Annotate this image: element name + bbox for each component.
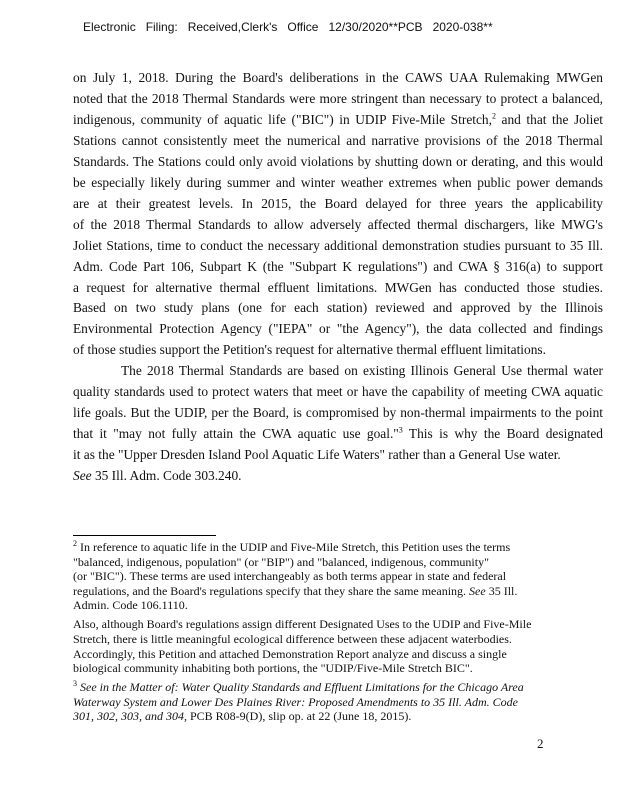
text-segment: "balanced, indigenous, population" (or "BIP") and "balanced, indigenous, community" [73, 554, 489, 569]
body-line [73, 91, 603, 107]
text-segment: This is why the Board designated [402, 426, 603, 442]
body-line [73, 217, 603, 233]
footnote-reference: 3 [398, 425, 403, 435]
text-segment: Stations cannot consistently meet the numerical and narrative provisions of the 2018 Thermal [73, 132, 603, 148]
text-segment: See [73, 468, 92, 484]
footnote-line [73, 540, 603, 554]
body-line [73, 70, 603, 86]
text-segment: Joliet Stations, time to conduct the necessary additional demonstration studies pursuant to 35 Ill. [73, 237, 603, 253]
body-line [73, 133, 603, 149]
text-segment: and that the Joliet [495, 111, 603, 127]
text-segment: regulations, and the Board's regulations specify that they share the same meaning. [73, 583, 470, 598]
text-segment: Standards. The Stations could only avoid violations by shutting down or derating, and this would [73, 153, 603, 169]
text-segment: life goals. But the UDIP, per the Board, is compromised by non-thermal impairments to the point [73, 405, 603, 421]
text-segment: Stretch, there is little meaningful ecological difference between these adjacent waterbodies. [73, 631, 512, 646]
body-line [73, 321, 603, 337]
header-office: Office [287, 20, 319, 34]
text-segment: 35 Ill. [485, 583, 518, 598]
footnote-line [73, 569, 603, 583]
text-segment: Waterway System and Lower Des Plaines River: Proposed Amendments to 35 Ill. Adm. Code [73, 694, 518, 709]
footnote-reference: 3 [73, 679, 77, 689]
text-segment: Environmental Protection Agency ("IEPA" or "the Agency"), the data collected and findings [73, 321, 603, 337]
footnotes [73, 540, 603, 724]
footnote-line [73, 555, 603, 569]
footnote-line [73, 617, 603, 631]
body-line [73, 447, 603, 463]
text-segment: of those studies support the Petition's request for alternative thermal effluent limitations. [73, 342, 546, 358]
text-segment: PCB R08-9(D), slip op. at 22 (June 18, 2015). [187, 709, 412, 724]
text-segment: See in the Matter of: Water Quality Standards and Effluent Limitations for the Chicago Area [80, 680, 524, 695]
footnote-line [73, 632, 603, 646]
text-segment: See [469, 583, 486, 598]
body-line [73, 426, 603, 442]
filing-header [83, 20, 503, 36]
page-number: 2 [537, 736, 544, 751]
footnote-line [73, 709, 603, 723]
text-segment: In reference to aquatic life in the UDIP and Five-Mile Stretch, this Petition uses the terms [77, 540, 511, 554]
text-segment: that it "may not fully attain the CWA aquatic use goal." [73, 426, 399, 442]
text-segment: The 2018 Thermal Standards are based on existing Illinois General Use thermal water [121, 363, 603, 379]
text-segment: be especially likely during summer and winter weather extremes when public power demands [73, 174, 603, 190]
footnote-line [73, 598, 603, 612]
text-segment: of the 2018 Thermal Standards to allow adversely affected thermal dischargers, like MWG's [73, 216, 603, 232]
footnote-line [73, 647, 603, 661]
text-segment: (or "BIC"). These terms are used interchangeably as both terms appear in state and federal [73, 569, 507, 584]
footnote-line [73, 680, 603, 694]
text-segment: 301, 302, 303, and 304, [73, 709, 187, 724]
footnote-line [73, 661, 603, 675]
text-segment: Also, although Board's regulations assign different Designated Uses to the UDIP and Five-Mile [73, 617, 532, 632]
text-segment: are at their greatest levels. In 2015, the Board delayed for three years the applicability [73, 195, 603, 211]
header-electronic: Electronic [83, 20, 136, 34]
text-segment: noted that the 2018 Thermal Standards were more stringent than necessary to protect a balanced, [73, 90, 603, 106]
footnote-line [73, 695, 603, 709]
body-line [73, 300, 603, 316]
text-segment: 35 Ill. Adm. Code 303.240. [91, 468, 242, 484]
body-line [73, 175, 603, 191]
text-segment: Admin. Code 106.1110. [73, 598, 188, 613]
body-line [73, 280, 603, 296]
text-segment: Adm. Code Part 106, Subpart K (the "Subpart K regulations") and CWA § 316(a) to support [73, 258, 603, 274]
body-line [73, 196, 603, 212]
body-line [73, 154, 603, 170]
text-segment: indigenous, community of aquatic life ("BIC") in UDIP Five-Mile Stretch, [73, 111, 492, 127]
body-line [73, 468, 603, 484]
body-line [73, 384, 603, 400]
body-line [73, 405, 603, 421]
body-line [73, 238, 603, 254]
body-line [73, 112, 603, 128]
header-date: 12/30/2020**PCB [328, 20, 423, 34]
footnote-reference: 2 [73, 539, 77, 548]
footnote-line [73, 584, 603, 598]
body-line [73, 342, 603, 358]
text-segment: it as the "Upper Dresden Island Pool Aquatic Life Waters" rather than a General Use water. [73, 447, 561, 463]
header-docket: 2020-038** [432, 20, 493, 34]
header-filing: Filing: [145, 20, 178, 34]
body-line [73, 259, 603, 275]
text-segment: on July 1, 2018. During the Board's deliberations in the CAWS UAA Rulemaking MWGen [73, 70, 603, 85]
text-segment: quality standards used to protect waters that meet or have the capability of meeting CWA aquatic [73, 384, 603, 400]
footnote-separator [73, 535, 216, 536]
text-segment: a request for alternative thermal effluent limitations. MWGen has conducted those studies. [73, 279, 603, 295]
text-segment: biological community inhabiting both portions, the "UDIP/Five-Mile Stretch BIC". [73, 661, 473, 676]
text-segment: Accordingly, this Petition and attached Demonstration Report analyze and discuss a single [73, 646, 507, 661]
header-received: Received,Clerk's [187, 20, 278, 34]
text-segment: Based on two study plans (one for each station) reviewed and approved by the Illinois [73, 300, 603, 316]
body-line [73, 363, 603, 379]
footnote-reference: 2 [491, 111, 496, 121]
